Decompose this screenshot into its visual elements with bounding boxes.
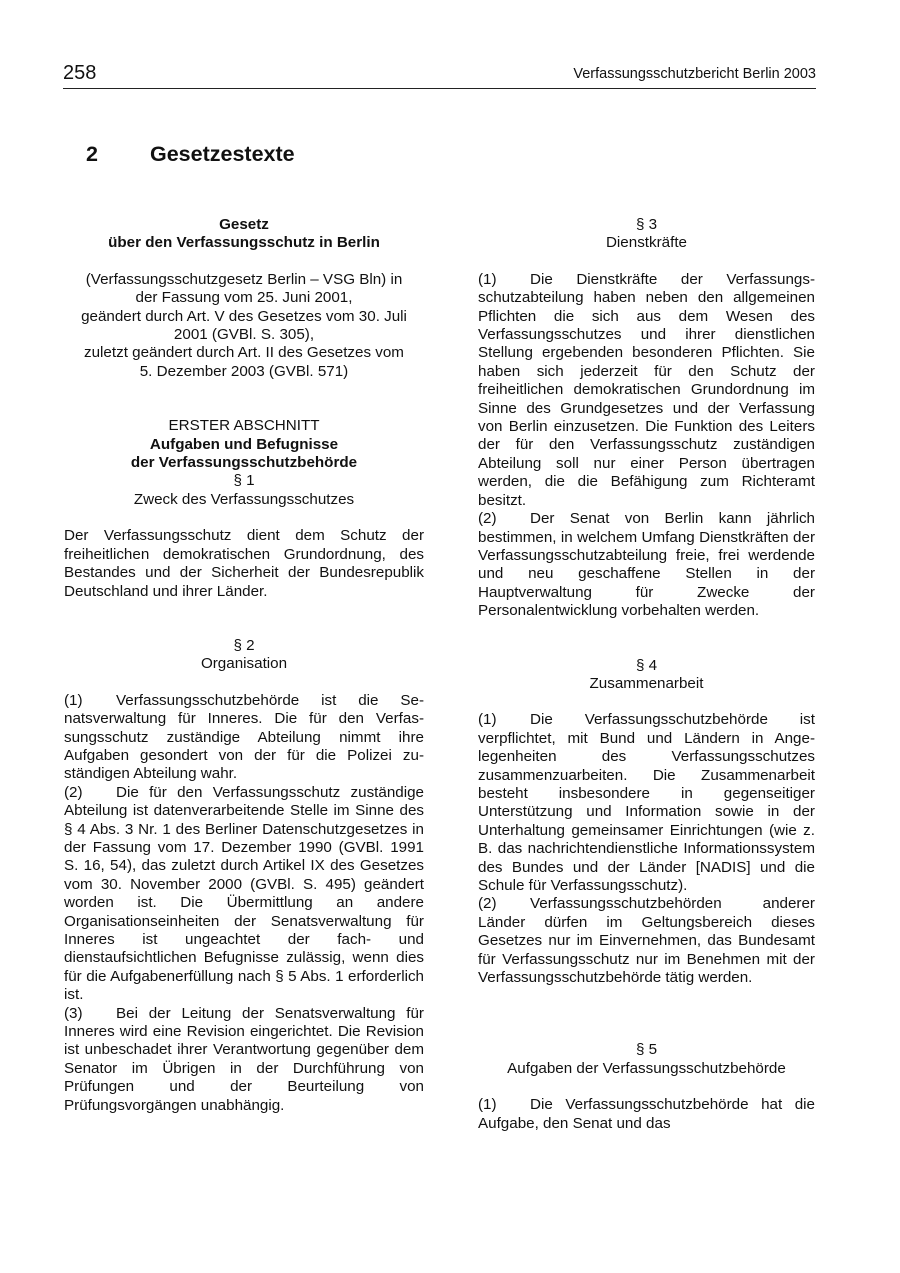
par5-number: § 5	[635, 1041, 658, 1059]
par5-title: Aufgaben der Verfassungsschutzbehörde	[507, 1059, 786, 1077]
law-version-line: (Verfassungsschutzgesetz Berlin – VSG Bln) in	[85, 270, 403, 288]
par3-title: Dienstkräfte	[605, 234, 688, 252]
par4-title: Zusammenarbeit	[589, 674, 704, 692]
law-title-2: über den Verfassungsschutz in Berlin	[108, 234, 380, 252]
item-text: Verfassungsschutzbehörden anderer Länder dürfen im Geltungsbereich dieses Gesetzes nur im Einvernehmen, das Bundesamt für Verfassungsschutz nur im Benehmen mit der Verfassungsschutzbehörde tätig werden.	[478, 895, 815, 987]
section-heading-2: der Verfassungsschutzbehörde	[130, 454, 358, 472]
item-number: (1)	[478, 711, 497, 729]
par4-item	[478, 711, 815, 895]
par2-item	[64, 692, 424, 784]
par3-item	[478, 271, 815, 510]
par1-title: Zweck des Verfassungsschutzes	[133, 490, 355, 508]
par3-item	[478, 510, 815, 620]
law-version	[64, 271, 424, 381]
running-title: Verfassungsschutzbericht Berlin 2003	[573, 66, 816, 82]
par1-number: § 1	[233, 472, 255, 490]
item-text: Verfassungsschutzbehörde ist die Senatsverwaltung für Inneres. Die für den Verfassungsschutz zuständige Abteilung nimmt ihre Aufgaben gesondert von der für die Polizei zuständigen Abteilung wahr.	[64, 691, 424, 783]
item-text: Der Senat von Berlin kann jährlich bestimmen, in welchem Umfang Dienstkräften der Verfassungsschutzabteilung freie, frei werdende und neu geschaffene Stellen in der Hauptverwaltung für Zwecke der Personalentwicklung vorbehalten werden.	[478, 510, 815, 620]
par4-item	[478, 895, 815, 987]
law-version-line: 5. Dezember 2003 (GVBl. 571)	[139, 362, 349, 380]
left-column	[64, 216, 424, 1115]
item-text: Bei der Leitung der Senatsverwaltung für Inneres wird eine Revision eingerichtet. Die Revision ist unbeschadet ihrer Verantwortung gegenüber dem Senator im Übrigen in der Durchführung von Prüfungen und der Beurteilung von Prüfungsvorgängen unabhängig.	[64, 1004, 424, 1114]
item-text: Die Verfassungsschutzbehörde hat die Aufgabe, den Senat und das	[478, 1096, 815, 1132]
law-version-line: 2001 (GVBl. S. 305),	[173, 326, 315, 344]
par2-item	[64, 784, 424, 1005]
item-text: Die für den Verfassungsschutz zuständige Abteilung ist datenverarbeitende Stelle im Sinne des § 4 Abs. 3 Nr. 1 des Berliner Datenschutzgesetzes in der Fassung vom 17. Dezember 1990 (GVBl. 1991 S. 16, 54), das zuletzt durch Artikel IX des Gesetzes vom 30. November 2000 (GVBl. S. 495) geändert worden ist. Die Übermittlung an andere Organisationseinheiten der Senatsverwaltung für Inneres ist ungeachtet der fach- und dienstaufsichtlichen Befugnisse zulässig, wenn dies für die Aufgabenerfüllung nach § 5 Abs. 1 erforderlich ist.	[64, 783, 424, 1004]
item-number: (1)	[64, 691, 83, 709]
law-title-1: Gesetz	[219, 216, 269, 233]
par3-number: § 3	[635, 216, 658, 233]
par2-item	[64, 1005, 424, 1115]
right-column	[478, 216, 815, 1133]
item-number: (2)	[478, 895, 497, 913]
item-number: (1)	[478, 1096, 497, 1114]
law-version-line: zuletzt geändert durch Art. II des Gesetzes vom	[84, 344, 404, 362]
item-number: (2)	[478, 510, 497, 528]
law-version-line: geändert durch Art. V des Gesetzes vom 30. Juli	[81, 307, 407, 325]
section-label: ERSTER ABSCHNITT	[168, 417, 320, 435]
par5-item	[478, 1096, 815, 1133]
item-text: Die Verfassungsschutzbehörde ist verpflichtet, mit Bund und Ländern in Angelegenheiten des Verfassungsschutzes zusammenzuarbeiten. Die Zusammenarbeit besteht insbesondere in gegenseitiger Unterstützung und Information sowie in der Unterhaltung gemeinsamer Einrichtungen (wie z. B. das nachrichtendienstliche Informationssystem des Bundes und der Länder [NADIS] und die Schule für Verfassungsschutz).	[478, 711, 815, 894]
chapter-heading	[86, 142, 295, 167]
par4-number: § 4	[635, 656, 658, 674]
par1-text: Der Verfassungsschutz dient dem Schutz der freiheitlichen demokratischen Grundordnung, des Bestandes und der Sicherheit der Bundesrepublik Deutschland und ihrer Länder.	[64, 527, 424, 600]
page-number: 258	[63, 62, 97, 84]
page-header	[63, 62, 816, 89]
chapter-title: Gesetzestexte	[150, 142, 295, 166]
law-version-line: der Fassung vom 25. Juni 2001,	[135, 289, 353, 307]
item-number: (2)	[64, 783, 83, 801]
section-heading-1: Aufgaben und Befugnisse	[149, 435, 339, 453]
par2-title: Organisation	[200, 655, 288, 673]
par2-number: § 2	[233, 636, 255, 654]
chapter-number: 2	[86, 142, 98, 166]
item-number: (3)	[64, 1004, 83, 1022]
item-text: Die Dienstkräfte der Verfassungsschutzabteilung haben neben den allgemeinen Pflichten die sich aus dem Wesen des Verfassungsschutzes und ihrer dienstlichen Stellung ergebenden besonderen Pflichten. Sie haben sich jederzeit für den Schutz der freiheitlichen demokratischen Grundordnung im Sinne des Grundgesetzes und der Verfassung von Berlin einzusetzen. Die Funktion des Leiters der für den Verfassungsschutz zuständigen Abteilung soll nur einer Person übertragen werden, die die Befähigung zum Richteramt besitzt.	[478, 270, 815, 509]
item-number: (1)	[478, 270, 497, 288]
